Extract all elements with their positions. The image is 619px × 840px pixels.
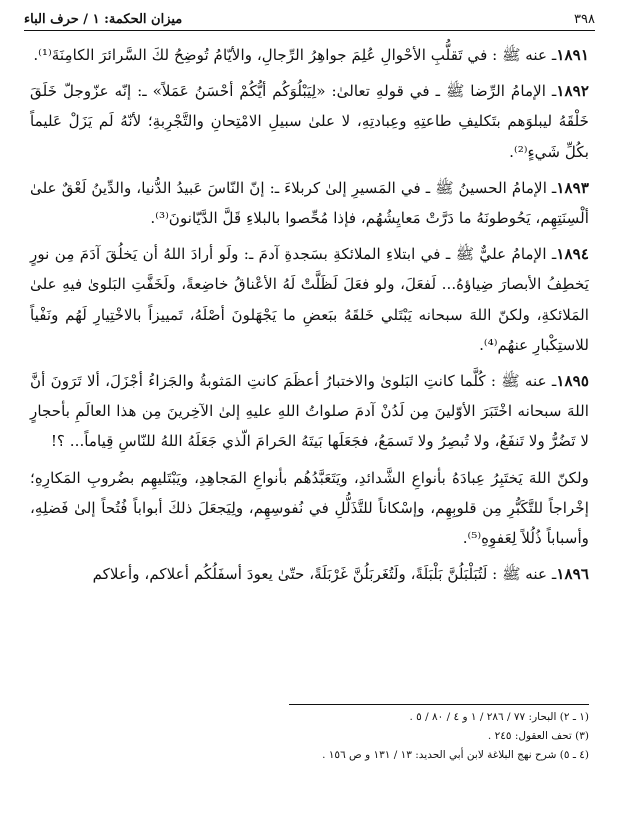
hadith-paragraph bbox=[30, 40, 589, 70]
footnote: (٤ ـ ٥) شرح نهج البلاغة لابن أبي الحديد: ١٣ / ١٣١ و ص ١٥٦ . bbox=[322, 749, 589, 761]
footnote: (٣) تحف العقول: ٢٤٥ . bbox=[487, 730, 589, 742]
hadith-text: ـ الإمامُ عليٌّ ﷺ ـ في ابتلاءِ الملائكةِ بسَجدةِ آدمَ ـ: ولَو أرادَ اللهُ أن يَخلُقَ آدَمَ مِن نورٍ يَخطِفُ الأبصارَ ضِياؤهُ... لَفعَلَ، ولو فعَلَ لَظَلَّتْ لَهُ الأعْناقُ خاضِعةً، ولَخَفَّتِ البَلوىٰ فيهِ علىٰ المَلائكةِ، ولكنّ اللهَ سبحانه يَبْتَلي خَلقَهُ ببَعضِ ما يَجْهَلونَ أصْلَهُ، تَمييزاً بالاخْتِيارِ لَهُم ونَفْياً للاستِكْبارِ عنهُم⁽⁴⁾. bbox=[30, 245, 589, 354]
footnotes bbox=[30, 708, 589, 765]
running-title: ميزان الحكمة: ١ / حرف الباء bbox=[24, 11, 183, 27]
hadith-paragraph bbox=[30, 463, 589, 554]
hadith-number: ١٨٩٦ bbox=[556, 565, 589, 584]
hadith-number: ١٨٩٤ bbox=[556, 245, 589, 264]
hadith-text: ـ الإمامُ الحسينُ ﷺ ـ في المَسيرِ إلىٰ كربلاءَ ـ: إنّ النّاسَ عَبيدُ الدُّنيا، والدِّينُ لَعْقٌ علىٰ ألْسِنَتِهِم، يَحُوطونَهُ ما دَرَّتْ مَعايِشُهُم، فإذا مُحِّصوا بالبلاءِ قَلَّ الدَّيّانونَ⁽³⁾. bbox=[30, 178, 589, 228]
hadith-paragraph bbox=[30, 239, 589, 360]
hadith-text: ولكنّ اللهَ يَختَبِرُ عِبادَهُ بأنواعِ الشَّدائدِ، ويَتَعَبَّدُهُم بأنواعِ المَجاهِدِ، ويَبْتَليهِم بضُروبِ المَكارِهِ؛ إخْراجاً للتَّكَبُّرِ مِن قلوبِهِم، وإسْكاناً للتَّذَلُّلِ في نُفوسِهِم، ولِيَجعَلَ ذلكَ أبواباً فُتُحاً إلىٰ فَضلِهِ، وأسباباً ذُلُلاً لِعَفوِهِ⁽⁵⁾. bbox=[30, 468, 589, 548]
hadith-paragraph bbox=[30, 559, 589, 589]
hadith-text: ـ عنه ﷺ : لَتُبَلْبَلُنَّ بَلْبَلَةً، ولَتُغَربَلُنَّ غَرْبَلَةً، حتّىٰ يعودَ أسفَلُكُم أعلاكم، وأعلاكم bbox=[92, 565, 557, 584]
page-header bbox=[24, 8, 595, 31]
hadith-paragraph bbox=[30, 173, 589, 233]
page-number: ٣٩٨ bbox=[574, 11, 595, 27]
page-body bbox=[30, 40, 589, 595]
hadith-number: ١٨٩١ bbox=[556, 46, 589, 64]
hadith-text: ـ عنه ﷺ : في تَقلُّبِ الأحْوالِ عُلِمَ جواهِرُ الرِّجالِ، والأيّامُ تُوضِحُ لكَ السَّرائرَ الكامِنَةَ⁽¹⁾. bbox=[33, 46, 557, 64]
hadith-paragraph bbox=[30, 76, 589, 167]
hadith-text: ـ عنه ﷺ : كُلَّما كانتِ البَلوىٰ والاختبارُ أعظَمَ كانتِ المَثوبةُ والجَزاءُ أجْزَلَ، ألا تَرَونَ أنَّ اللهَ سبحانه اخْتَبَرَ الأوّلينَ مِن لَدُنْ آدمَ صلواتُ اللهِ عليهِ إلىٰ الآخِرينَ مِن هذا العالَمِ بأحجارٍ لا تَضُرُّ ولا تَنفَعُ، ولا تُبصِرُ ولا تَسمَعُ، فجَعَلَها بَيتَهُ الحَرامَ الّذي جَعَلَهُ اللهُ للنّاسِ قِياماً... ؟! bbox=[30, 372, 589, 451]
hadith-number: ١٨٩٣ bbox=[556, 178, 589, 197]
hadith-number: ١٨٩٢ bbox=[556, 82, 589, 101]
footnote-divider bbox=[289, 704, 589, 705]
footnote: (١ ـ ٢) البحار: ٧٧ / ٢٨٦ / ١ و ٤ / ٨٠ / ٥ . bbox=[409, 711, 589, 723]
hadith-number: ١٨٩٥ bbox=[556, 372, 589, 391]
hadith-text: ـ الإمامُ الرِّضا ﷺ ـ في قولهِ تعالىٰ: «لِيَبْلُوَكُم أيُّكُمْ أحْسَنُ عَمَلاً» ـ: إنّه عزّوجلّ خَلَقَ خَلْقَهُ ليبلوَهم بتَكليفِ طاعتِهِ وعِبادتِهِ، لا علىٰ سبيلِ الامْتِحانِ والتَّجْرِبةِ؛ لأنّهُ لَم يَزَلْ عَليماً بكُلِّ شَيءٍ⁽²⁾. bbox=[30, 82, 589, 161]
hadith-paragraph bbox=[30, 366, 589, 457]
